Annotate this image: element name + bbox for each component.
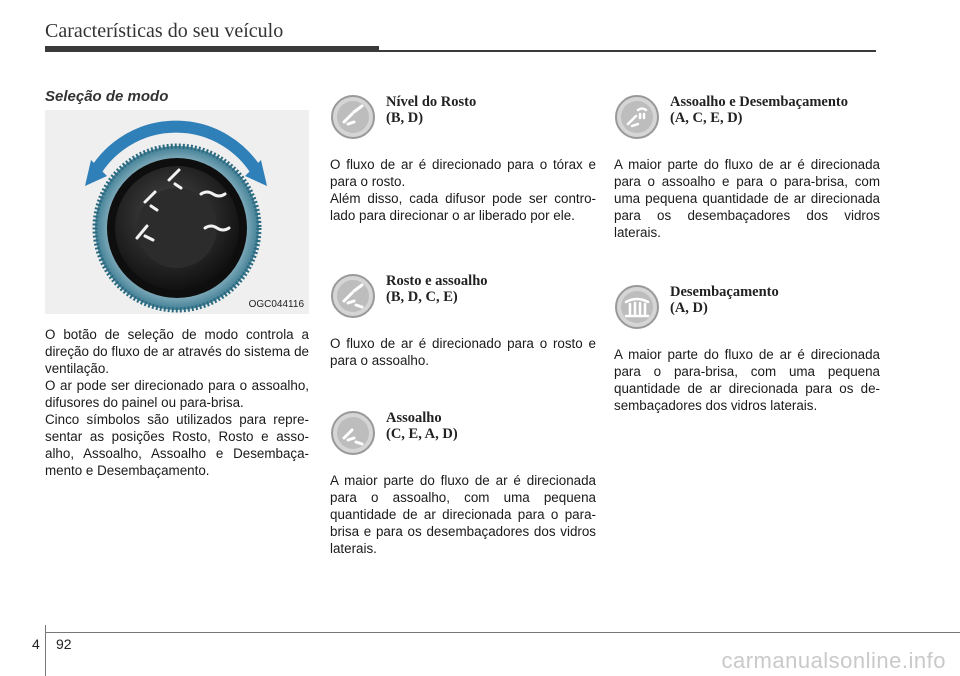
mode-paragraph: Além disso, cada difusor pode ser controlado para direcionar o ar liberado por ele. [330, 191, 596, 223]
header-bar [45, 46, 379, 52]
footer-rule [45, 632, 960, 633]
mode-title: Rosto e assoalho [386, 273, 488, 289]
mode-code: (B, D) [386, 110, 424, 126]
mode-floor [330, 410, 596, 557]
mode-paragraph: O fluxo de ar é direcionado para o tórax e para o rosto. [330, 157, 596, 189]
mode-face [330, 94, 596, 224]
intro-text [45, 326, 309, 479]
floor-defrost-icon [614, 94, 660, 140]
mode-face-floor [330, 273, 596, 369]
mode-dial-figure [45, 110, 309, 314]
page-header-title: Características do seu veículo [45, 20, 284, 42]
footer-divider [45, 625, 46, 676]
mode-paragraph: O fluxo de ar é direcionado para o rosto e para o assoalho. [330, 336, 596, 368]
intro-paragraph-2: O ar pode ser direcionado para o assoalho, difusores do painel ou para-brisa. [45, 378, 309, 410]
watermark: carmanualsonline.info [721, 648, 946, 673]
mode-paragraph: A maior parte do fluxo de ar é direcionada para o assoalho e para o para-brisa, com uma pequena quantidade de ar direcionada para os desembaçadores dos vidros laterais. [614, 157, 880, 240]
mode-title: Assoalho e Desembaçamento [670, 94, 849, 110]
chapter-number: 4 [32, 636, 40, 652]
defrost-icon [614, 284, 660, 330]
section-heading: Seleção de modo [45, 88, 169, 105]
mode-code: (A, C, E, D) [670, 110, 743, 126]
mode-title: Desembaçamento [670, 284, 779, 300]
page-number: 92 [56, 636, 72, 652]
figure-code-label: OGC044116 [248, 299, 304, 310]
intro-paragraph-3: Cinco símbolos são utilizados para representar as posições Rosto, Rosto e assoalho, Assoalho, Assoalho e Desembaçamento e Desembaçamento. [45, 412, 309, 478]
mode-title: Assoalho [386, 410, 442, 426]
floor-vent-icon [330, 410, 376, 456]
face-floor-vent-icon [330, 273, 376, 319]
mode-floor-defrost [614, 94, 880, 241]
header-rule [379, 50, 876, 52]
intro-paragraph-1: O botão de seleção de modo controla a direção do fluxo de ar através do sistema de ventilação. [45, 327, 309, 376]
mode-dial-illustration [45, 110, 309, 314]
mode-code: (B, D, C, E) [386, 289, 458, 305]
mode-paragraph: A maior parte do fluxo de ar é direcionada para o assoalho, com uma pequena quantidade de ar direcionada para o para-brisa e para os desembaçadores dos vidros laterais. [330, 473, 596, 556]
mode-paragraph: A maior parte do fluxo de ar é direcionada para o para-brisa, com uma pequena quantidade de ar direcionada para os desembaçadores dos vidros laterais. [614, 347, 880, 413]
mode-code: (C, E, A, D) [386, 426, 458, 442]
mode-defrost [614, 284, 880, 414]
mode-code: (A, D) [670, 300, 708, 316]
mode-title: Nível do Rosto [386, 94, 477, 110]
face-vent-icon [330, 94, 376, 140]
